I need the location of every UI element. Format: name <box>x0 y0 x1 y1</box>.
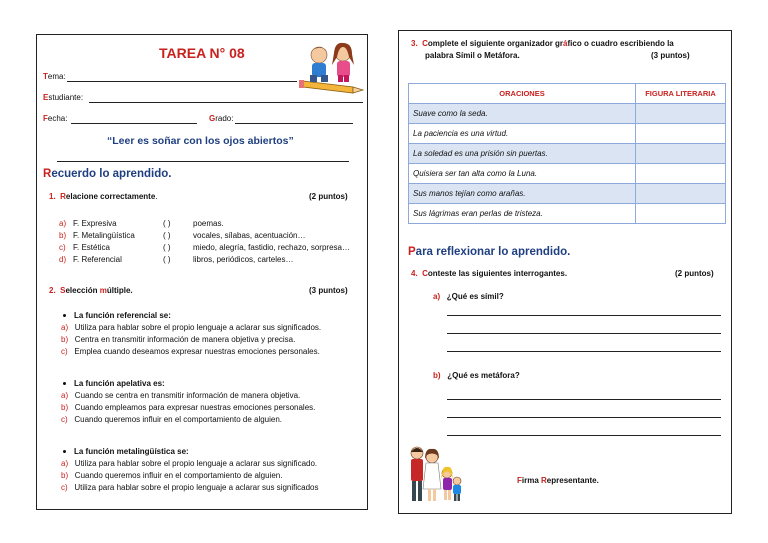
table-row <box>409 204 726 224</box>
table-cell-answer[interactable] <box>636 184 726 204</box>
section-title-recuerdo: Recuerdo lo aprendido. <box>43 168 172 180</box>
question-4a: a) ¿Qué es símil? <box>433 292 504 301</box>
question-1: 1. Relacione correctamente. <box>49 192 158 201</box>
q1-item-d: d) F. Referencial ( ) libros, periódicos, carteles… <box>59 255 294 264</box>
field-tema-line[interactable] <box>67 81 297 82</box>
answer-line-b2[interactable] <box>447 417 721 418</box>
q2-group-3-option-a: a) Utiliza para hablar sobre el propio lenguaje a aclarar sus significado. <box>61 459 318 468</box>
family-illustration <box>403 443 463 507</box>
table-header-figura: FIGURA LITERARIA <box>636 84 726 104</box>
question-4: 4. Conteste las siguientes interrogantes. <box>411 269 568 278</box>
question-2-points: (3 puntos) <box>309 286 348 295</box>
motto: “Leer es soñar con los ojos abiertos” <box>107 135 294 147</box>
q2-group-2-option-a: a) Cuando se centra en transmitir información de manera objetiva. <box>61 391 301 400</box>
field-fecha-line[interactable] <box>71 123 197 124</box>
table-cell-answer[interactable] <box>636 144 726 164</box>
question-4-points: (2 puntos) <box>675 269 714 278</box>
table-cell-sentence: Sus lágrimas eran perlas de tristeza. <box>409 204 636 224</box>
table-row <box>409 164 726 184</box>
field-estudiante-label: Estudiante: <box>43 93 84 102</box>
q2-group-1-heading: La función referencial se: <box>63 311 171 320</box>
q2-group-1-option-c: c) Emplea cuando deseamos expresar nuestras emociones personales. <box>61 347 320 356</box>
table-cell-answer[interactable] <box>636 124 726 144</box>
table-header-oraciones: ORACIONES <box>409 84 636 104</box>
q2-group-2-option-b: b) Cuando empleamos para expresar nuestras emociones personales. <box>61 403 316 412</box>
table-cell-sentence: Sus manos tejían como arañas. <box>409 184 636 204</box>
q1-item-a: a) F. Expresiva ( ) poemas. <box>59 219 224 228</box>
q2-group-3-heading: La función metalingüística se: <box>63 447 189 456</box>
field-grado-label: Grado: <box>209 114 234 123</box>
table-cell-sentence: La paciencia es una virtud. <box>409 124 636 144</box>
table-cell-answer[interactable] <box>636 204 726 224</box>
motto-underline <box>57 161 349 162</box>
question-4b: b) ¿Qué es metáfora? <box>433 371 520 380</box>
kids-on-pencil-illustration <box>299 37 365 97</box>
question-1-points: (2 puntos) <box>309 192 348 201</box>
table-row <box>409 104 726 124</box>
table-row <box>409 124 726 144</box>
organizer-table <box>408 83 726 224</box>
question-2: 2. Selección múltiple. <box>49 286 133 295</box>
q1-item-b: b) F. Metalingüística ( ) vocales, sílabas, acentuación… <box>59 231 306 240</box>
field-fecha-label: Fecha: <box>43 114 68 123</box>
q1-item-c: c) F. Estética ( ) miedo, alegría, fastidio, rechazo, sorpresa… <box>59 243 350 252</box>
answer-line-b1[interactable] <box>447 399 721 400</box>
worksheet-page-right <box>398 30 732 514</box>
table-cell-sentence: Quisiera ser tan alta como la Luna. <box>409 164 636 184</box>
q2-group-2-heading: La función apelativa es: <box>63 379 165 388</box>
q2-group-3-option-b: b) Cuando queremos influir en el comportamiento de alguien. <box>61 471 283 480</box>
answer-line-a2[interactable] <box>447 333 721 334</box>
field-tema-label: Tema: <box>43 72 66 81</box>
section-title-reflexionar: Para reflexionar lo aprendido. <box>408 246 571 258</box>
question-3-points: (3 puntos) <box>651 51 690 60</box>
signature-label: Firma Representante. <box>517 476 599 485</box>
table-cell-answer[interactable] <box>636 164 726 184</box>
question-3-line-2: palabra Símil o Metáfora. <box>425 51 520 60</box>
field-grado-line[interactable] <box>235 123 353 124</box>
answer-line-a3[interactable] <box>447 351 721 352</box>
answer-line-a1[interactable] <box>447 315 721 316</box>
table-cell-sentence: La soledad es una prisión sin puertas. <box>409 144 636 164</box>
table-cell-sentence: Suave como la seda. <box>409 104 636 124</box>
question-3: 3. Complete el siguiente organizador gráfico o cuadro escribiendo la <box>411 39 674 48</box>
field-estudiante-line[interactable] <box>89 102 363 103</box>
q2-group-3-option-c: c) Utiliza para hablar sobre el propio lenguaje a aclarar sus significados <box>61 483 319 492</box>
answer-line-b3[interactable] <box>447 435 721 436</box>
table-cell-answer[interactable] <box>636 104 726 124</box>
q2-group-2-option-c: c) Cuando queremos influir en el comportamiento de alguien. <box>61 415 283 424</box>
table-header-row <box>409 84 726 104</box>
table-row <box>409 184 726 204</box>
q2-group-1-option-a: a) Utiliza para hablar sobre el propio lenguaje a aclarar sus significados. <box>61 323 322 332</box>
table-row <box>409 144 726 164</box>
worksheet-page-left <box>36 34 368 510</box>
worksheet-title: TAREA N° 08 <box>159 45 245 61</box>
q2-group-1-option-b: b) Centra en transmitir información de manera objetiva y precisa. <box>61 335 296 344</box>
